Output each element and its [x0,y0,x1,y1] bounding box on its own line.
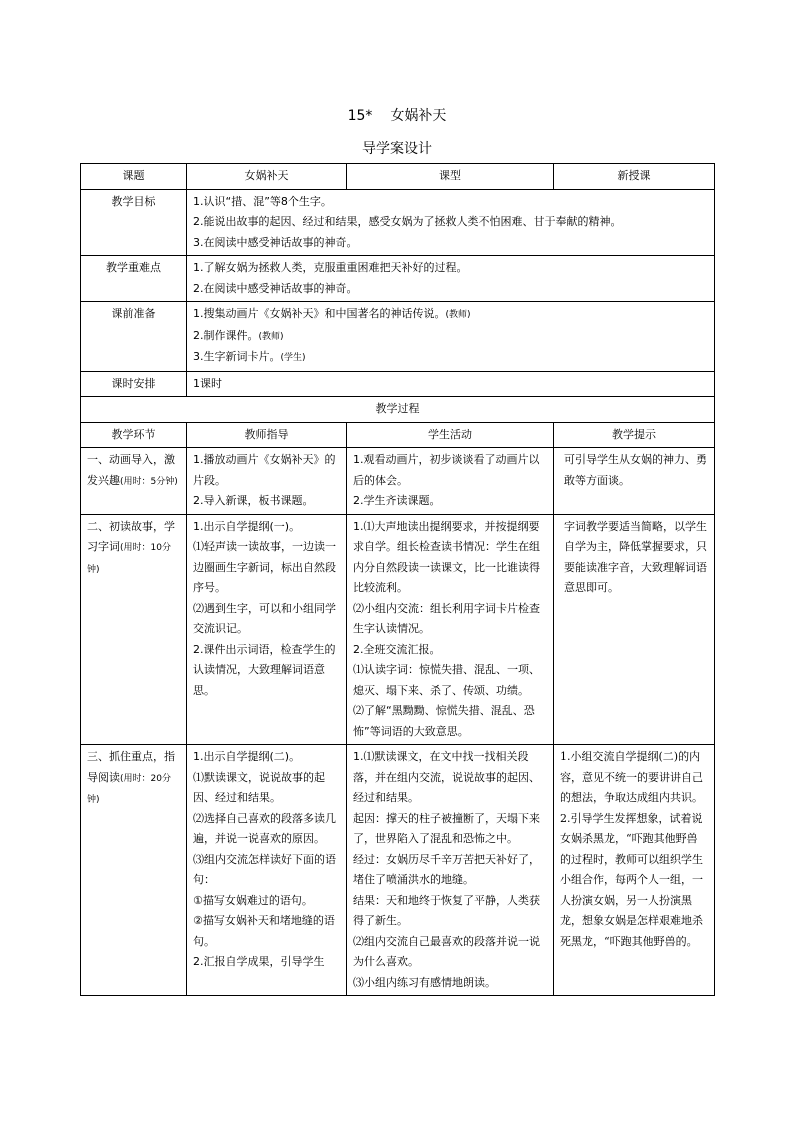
key-points-label: 教学重难点 [81,256,187,302]
time-row [81,371,715,397]
prep-item: 2.制作课件。(教师) [193,328,284,342]
prep-item: 3.生字新词卡片。(学生) [193,350,306,363]
hint-cell [554,745,715,996]
goal-item: 1.认识“措、混”等8个生字。 [193,194,332,208]
process-title: 教学过程 [81,397,715,423]
student-step: ⑵小组内交流：组长利用字词卡片检查生字认读情况。 [353,601,540,635]
student-step: ⑵了解“黑黝黝、惊慌失措、混乱、恐怖”等词语的大致意思。 [353,704,535,738]
teacher-step: ⑶组内交流怎样读好下面的语句： [193,852,336,886]
hint-cell: 字词教学要适当简略，以学生自学为主，降低掌握要求，只要能读准字音，大致理解词语意思即可。 [554,514,715,745]
goal-item: 2.能说出故事的起因、经过和结果，感受女娲为了拯救人类不怕困难、甘于奉献的精神。 [193,215,622,228]
stage-name: 三、抓住重点，指导阅读 [87,750,175,784]
student-step: 2.学生齐读课题。 [353,494,441,507]
stage-cell [81,745,187,996]
stage-duration: (用时：10分钟) [87,543,171,575]
prep-note: (教师) [445,310,471,320]
teacher-step: ⑵选择自己喜欢的段落多读几遍，并说一说喜欢的原因。 [193,811,336,845]
student-step: ⑵组内交流自己最喜欢的段落并说一说为什么喜欢。 [353,934,540,968]
teacher-step: 1.播放动画片《女娲补天》的片段。 [193,453,336,487]
goals-row [81,189,715,256]
prep-note: (学生) [280,353,306,363]
topic-label: 课题 [81,164,187,190]
prep-label: 课前准备 [81,302,187,372]
student-step: 起因：撑天的柱子被撞断了，天塌下来了，世界陷入了混乱和恐怖之中。 [353,811,540,845]
topic-row [81,164,715,190]
prep-note: (教师) [258,331,284,342]
stage-duration: (用时：5分钟) [120,476,178,487]
stage-duration: (用时：20分钟) [87,773,171,805]
teacher-step: 1.出示自学提纲(一)。 [193,519,301,533]
type-label: 课型 [347,164,554,190]
teacher-step: 2.导入新课，板书课题。 [193,494,314,507]
process-row [81,448,715,515]
process-row [81,745,715,996]
key-point-item: 1.了解女娲为拯救人类，克服重重困难把天补好的过程。 [193,261,468,274]
hint-item: 2.引导学生发挥想象，试着说女娲杀黑龙，“吓跑其他野兽的过程时，教师可以组织学生小组合作，每两个人一组，一人扮演女娲，另一人扮演黑龙，想象女娲是怎样艰难地杀死黑龙，“吓跑其他野兽的。 [560,811,703,948]
student-cell [347,745,554,996]
stage-cell [81,448,187,515]
teacher-step: 2.汇报自学成果，引导学生 [193,955,325,968]
student-cell [347,514,554,745]
teacher-step: ②描写女娲补天和堵地缝的语句。 [193,914,335,948]
key-points-content [187,256,715,302]
topic-value: 女娲补天 [187,164,347,190]
teacher-step: ⑴轻声读一读故事，一边读一边圈画生字新词，标出自然段序号。 [193,540,336,594]
student-cell [347,448,554,515]
student-step: 1.⑴默读课文，在文中找一找相关段落，并在组内交流，说说故事的起因、经过和结果。 [353,750,540,804]
col-header-student: 学生活动 [347,422,554,448]
col-header-hint: 教学提示 [554,422,715,448]
process-header-row [81,422,715,448]
hint-item: 1.小组交流自学提纲(二)的内容，意见不统一的要讲讲自己的想法，争取达成组内共识。 [560,750,703,804]
prep-item: 1.搜集动画片《女娲补天》和中国著名的神话传说。(教师) [193,307,471,320]
student-step: 1.观看动画片，初步谈谈看了动画片以后的体会。 [353,453,540,487]
teacher-step: 1.出示自学提纲(二)。 [193,750,301,763]
teacher-cell [187,514,347,745]
teacher-step: 2.课件出示词语，检查学生的认读情况，大致理解词语意思。 [193,642,336,697]
teacher-step: ⑴默读课文，说说故事的起因、经过和结果。 [193,770,325,804]
lesson-title [0,106,794,126]
time-value: 1课时 [187,371,715,397]
goals-content [187,189,715,256]
type-value: 新授课 [554,164,715,190]
hint-cell: 可引导学生从女娲的神力、勇敢等方面谈。 [554,448,715,515]
student-step: 1.⑴大声地读出提纲要求，并按提纲要求自学。组长检查读书情况：学生在组内分自然段读一读课文，比一比谁读得比较流利。 [353,519,540,594]
teacher-cell [187,745,347,996]
lesson-plan-table [80,163,715,996]
col-header-stage: 教学环节 [81,422,187,448]
student-step: 结果：天和地终于恢复了平静，人类获得了新生。 [353,893,540,927]
process-row [81,514,715,745]
goals-label: 教学目标 [81,189,187,256]
prep-row [81,302,715,372]
student-step: ⑶小组内练习有感情地朗读。 [353,975,496,989]
col-header-teacher: 教师指导 [187,422,347,448]
teacher-step: ⑵遇到生字，可以和小组同学交流识记。 [193,601,336,635]
key-point-item: 2.在阅读中感受神话故事的神奇。 [193,281,358,295]
key-points-row [81,256,715,302]
lesson-number: 15* [347,108,373,124]
teacher-step: ①描写女娲难过的语句。 [193,893,313,907]
stage-cell [81,514,187,745]
student-step: ⑴认读字词：惊慌失措、混乱、一项、熄灭、塌下来、杀了、传颂、功绩。 [353,663,540,697]
teacher-cell [187,448,347,515]
student-step: 经过：女娲历尽千辛万苦把天补好了，堵住了喷涌洪水的地缝。 [353,852,540,886]
student-step: 2.全班交流汇报。 [353,642,441,656]
stage-name: 二、初读故事，学习字词 [87,519,175,553]
prep-content [187,302,715,372]
goal-item: 3.在阅读中感受神话故事的神奇。 [193,235,358,249]
stage-name: 一、动画导入，激发兴趣 [87,453,175,487]
lesson-name: 女娲补天 [390,108,447,124]
time-label: 课时安排 [81,371,187,397]
page-subtitle: 导学案设计 [362,141,432,157]
process-title-row [81,397,715,423]
